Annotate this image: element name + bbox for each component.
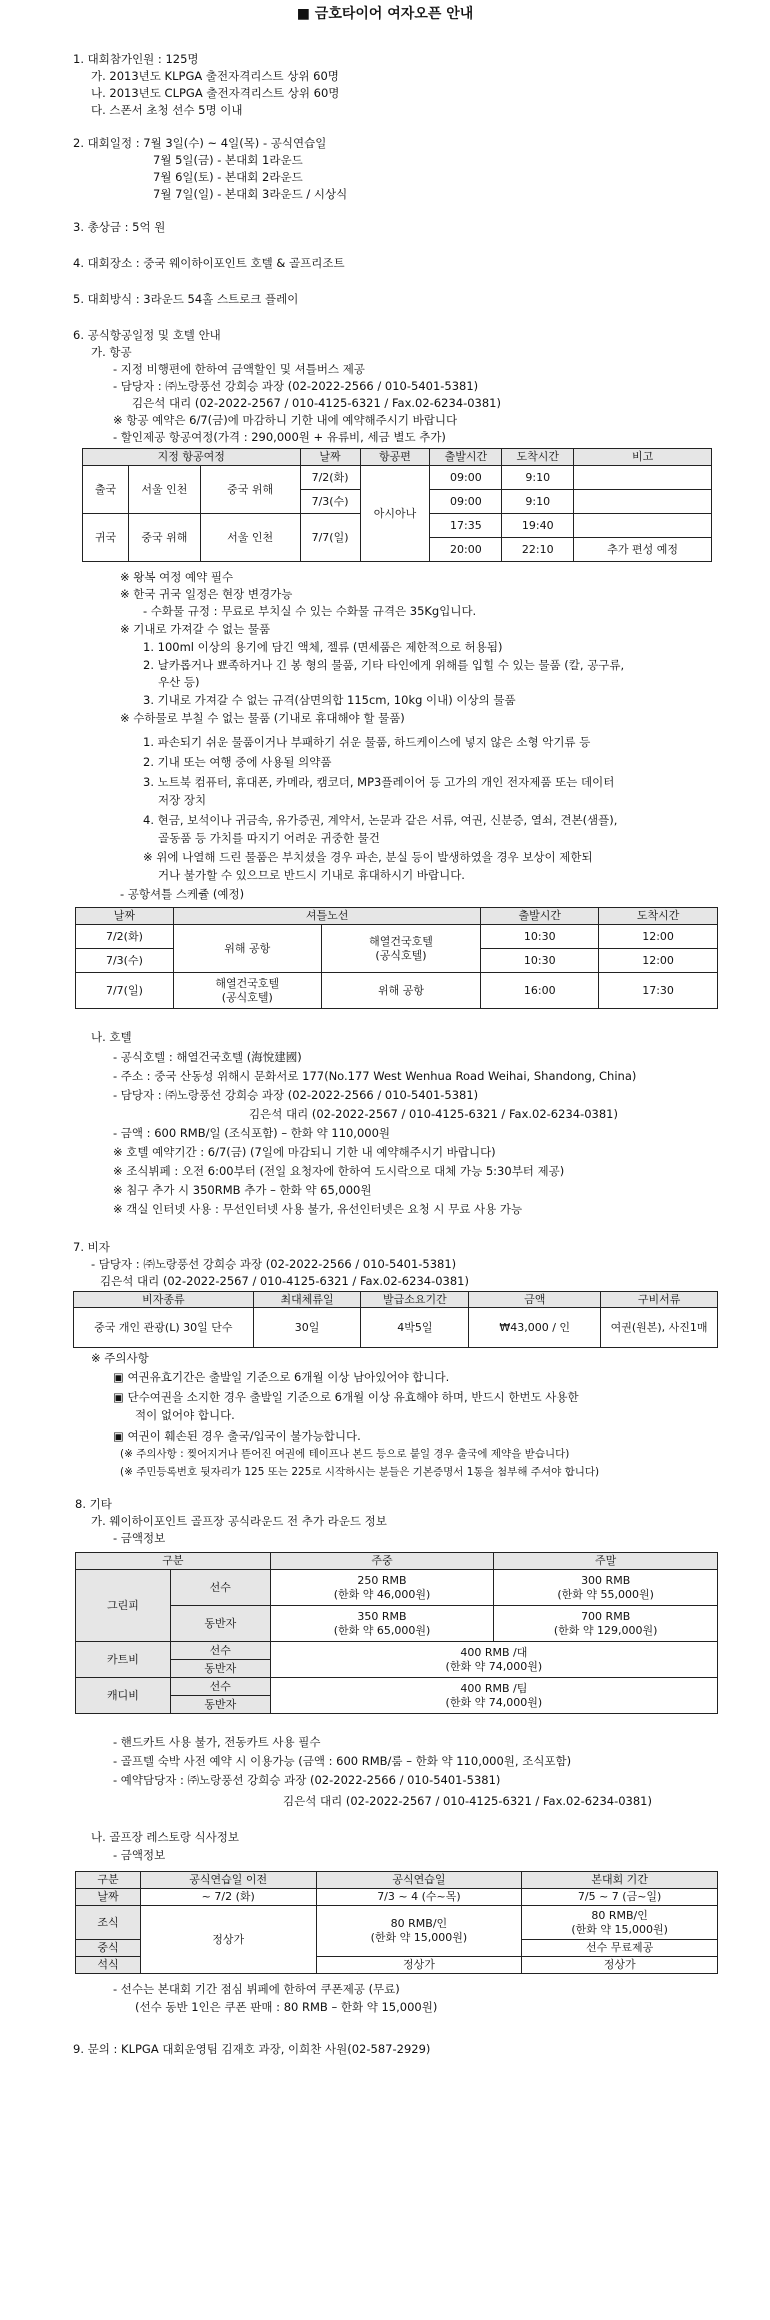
schedule-item: 7월 6일(토) - 본대회 2라운드 — [153, 170, 303, 184]
price: 80 RMB/인 — [390, 1917, 448, 1931]
cell: 중국 개인 관광(L) 30일 단수 — [74, 1308, 254, 1348]
row-label: 조식 — [76, 1906, 141, 1940]
price-krw: (한화 약 55,000원) — [557, 1587, 654, 1601]
cell: ~ 7/2 (화) — [140, 1889, 316, 1906]
cell: 30일 — [253, 1308, 361, 1348]
page-title: ■ 금호타이어 여자오픈 안내 — [296, 6, 474, 22]
cell: 7/2(화) — [300, 466, 360, 490]
cell: 아시아나 — [360, 466, 430, 562]
cell: ₩43,000 / 인 — [469, 1308, 601, 1348]
section-8-heading: 8. 기타 — [75, 1497, 112, 1511]
col-header: 도착시간 — [502, 449, 574, 466]
air-note: - 공항셔틀 스케쥴 (예정) — [120, 887, 245, 901]
col-header: 항공편 — [360, 449, 430, 466]
cell: 17:35 — [430, 514, 502, 538]
cell — [270, 1606, 494, 1642]
cell — [270, 1570, 494, 1606]
section-1-item: 나. 2013년도 CLPGA 출전자격리스트 상위 60명 — [91, 86, 340, 100]
row-label: 선수 — [170, 1678, 270, 1696]
price-krw: (한화 약 74,000원) — [445, 1695, 543, 1709]
col-header: 구분 — [76, 1553, 271, 1570]
price-krw: (한화 약 15,000원) — [571, 1922, 668, 1936]
hotel-sub: (공식호텔) — [375, 948, 427, 962]
cell: 추가 편성 예정 — [574, 538, 712, 562]
cell: 중국 위해 — [128, 514, 200, 562]
row-label: 중식 — [76, 1940, 141, 1957]
visa-line: - 담당자 : ㈜노랑풍선 강희승 과장 (02-2022-2566 / 010-5401-5381) — [91, 1257, 457, 1271]
cell: 9:10 — [502, 466, 574, 490]
section-3-prize: 3. 총상금 : 5억 원 — [73, 220, 166, 234]
cell: 09:00 — [430, 490, 502, 514]
golf-line: - 예약담당자 : ㈜노랑풍선 강희승 과장 (02-2022-2566 / 010-5401-5381) — [113, 1773, 501, 1787]
schedule-item: 7월 7일(일) - 본대회 3라운드 / 시상식 — [153, 187, 348, 201]
col-header: 최대체류일 — [253, 1292, 361, 1308]
flight-table — [82, 448, 712, 562]
cell: 7/7(일) — [300, 514, 360, 562]
cell — [494, 1570, 718, 1606]
section-2-heading: 2. 대회일정 : 7월 3일(수) ~ 4일(목) - 공식연습일 — [73, 136, 327, 150]
section-7-heading: 7. 비자 — [73, 1240, 110, 1254]
cell: 위해 공항 — [173, 925, 321, 973]
air-note: 1. 파손되기 쉬운 물품이거나 부패하기 쉬운 물품, 하드케이스에 넣지 않은 소형 악기류 등 — [143, 735, 591, 749]
col-header: 도착시간 — [599, 908, 718, 925]
cell: 17:30 — [599, 973, 718, 1009]
golf-line: - 골프텔 숙박 사전 예약 시 이용가능 (금액 : 600 RMB/룸 – 한화 약 110,000원, 조식포함) — [113, 1754, 572, 1768]
cell — [321, 925, 481, 973]
price: 300 RMB — [581, 1573, 631, 1587]
col-header: 공식연습일 이전 — [140, 1872, 316, 1889]
cell: 12:00 — [599, 949, 718, 973]
cell — [574, 514, 712, 538]
golf-subheading: 가. 웨이하이포인트 골프장 공식라운드 전 추가 라운드 정보 — [91, 1514, 387, 1528]
meal-price-label: - 금액정보 — [113, 1848, 166, 1862]
cell: 정상가 — [316, 1957, 522, 1974]
col-header: 출발시간 — [430, 449, 502, 466]
air-note: 저장 장치 — [158, 793, 207, 807]
price: 400 RMB /팀 — [460, 1681, 528, 1695]
air-note: 4. 현금, 보석이나 귀금속, 유가증권, 계약서, 논문과 같은 서류, 여권, 신분증, 열쇠, 견본(샘플), — [143, 813, 618, 827]
meal-line: - 선수는 본대회 기간 점심 뷔페에 한하여 쿠폰제공 (무료) — [113, 1982, 400, 1996]
air-note: ※ 기내로 가져갈 수 없는 물품 — [120, 622, 271, 636]
cell: 19:40 — [502, 514, 574, 538]
col-header: 비자종류 — [74, 1292, 254, 1308]
cell: 22:10 — [502, 538, 574, 562]
cell: 9:10 — [502, 490, 574, 514]
row-label: 캐디비 — [76, 1678, 171, 1714]
hotel-line: - 담당자 : ㈜노랑풍선 강희승 과장 (02-2022-2566 / 010-5401-5381) — [113, 1088, 479, 1102]
section-1-item: 다. 스폰서 초청 선수 5명 이내 — [91, 103, 243, 117]
cell — [574, 466, 712, 490]
air-line: - 지정 비행편에 한하여 금액할인 및 셔틀버스 제공 — [113, 362, 365, 376]
col-header: 주중 — [270, 1553, 494, 1570]
meal-subheading: 나. 골프장 레스토랑 식사정보 — [91, 1830, 239, 1844]
air-line: - 할인제공 항공여정(가격 : 290,000원 + 유류비, 세금 별도 추가) — [113, 430, 446, 444]
cell: 4박5일 — [361, 1308, 469, 1348]
row-label: 카트비 — [76, 1642, 171, 1678]
section-9-contact: 9. 문의 : KLPGA 대회운영팀 김재호 과장, 이희찬 사원(02-587-2929) — [73, 2042, 431, 2056]
visa-line: 김은석 대리 (02-2022-2567 / 010-4125-6321 / Fax.02-6234-0381) — [100, 1274, 469, 1288]
row-label: 석식 — [76, 1957, 141, 1974]
col-header: 날짜 — [300, 449, 360, 466]
hotel-line: ※ 호텔 예약기간 : 6/7(금) (7일에 마감되니 기한 내 예약해주시기 바랍니다) — [113, 1145, 496, 1159]
air-note: 3. 노트북 컴퓨터, 휴대폰, 카메라, 캠코더, MP3플레이어 등 고가의 개인 전자제품 또는 데이터 — [143, 775, 615, 789]
cell: 16:00 — [481, 973, 599, 1009]
hotel-line: 김은석 대리 (02-2022-2567 / 010-4125-6321 / Fax.02-6234-0381) — [249, 1107, 618, 1121]
visa-note: (※ 주의사항 : 찢어지거나 뜯어진 여권에 테이프나 본드 등으로 붙일 경우 출국에 제약을 받습니다) — [120, 1448, 570, 1460]
cell: 서울 인천 — [200, 514, 300, 562]
golf-line: 김은석 대리 (02-2022-2567 / 010-4125-6321 / Fax.02-6234-0381) — [283, 1794, 652, 1808]
section-4-venue: 4. 대회장소 : 중국 웨이하이포인트 호텔 & 골프리조트 — [73, 256, 345, 270]
price: 80 RMB/인 — [591, 1908, 648, 1922]
cell: 12:00 — [599, 925, 718, 949]
price-krw: (한화 약 15,000원) — [370, 1931, 468, 1944]
cell: 7/3 ~ 4 (수~목) — [316, 1889, 522, 1906]
cell: 7/3(수) — [76, 949, 174, 973]
hotel-line: - 금액 : 600 RMB/일 (조식포함) – 한화 약 110,000원 — [113, 1126, 391, 1140]
hotel-line: ※ 조식뷔페 : 오전 6:00부터 (전일 요청자에 한하여 도시락으로 대체 가능 5:30부터 제공) — [113, 1164, 565, 1178]
golf-line: - 핸드카트 사용 불가, 전동카트 사용 필수 — [113, 1735, 321, 1749]
cell: 7/3(수) — [300, 490, 360, 514]
air-note: 우산 등) — [158, 675, 200, 689]
cell: 위해 공항 — [321, 973, 481, 1009]
cell: 서울 인천 — [128, 466, 200, 514]
cell: 7/5 ~ 7 (금~일) — [522, 1889, 718, 1906]
cell: 09:00 — [430, 466, 502, 490]
cell: 선수 무료제공 — [522, 1940, 718, 1957]
cell: 20:00 — [430, 538, 502, 562]
price-krw: (한화 약 129,000원) — [553, 1623, 658, 1637]
visa-table — [73, 1291, 718, 1348]
air-note: 1. 100ml 이상의 용기에 담긴 액체, 젤류 (면세품은 제한적으로 허용됨) — [143, 640, 503, 654]
cell: 중국 위해 — [200, 466, 300, 514]
cell — [316, 1906, 522, 1957]
section-6-heading: 6. 공식항공일정 및 호텔 안내 — [73, 328, 221, 342]
row-label: 동반자 — [170, 1696, 270, 1714]
price-krw: (한화 약 74,000원) — [445, 1659, 543, 1673]
cell: 10:30 — [481, 925, 599, 949]
col-header: 지정 항공여정 — [83, 449, 301, 466]
col-header: 주말 — [494, 1553, 718, 1570]
price: 250 RMB — [357, 1573, 407, 1587]
row-label: 그린피 — [76, 1570, 171, 1642]
cell — [173, 973, 321, 1009]
air-note: - 수화물 규정 : 무료로 부치실 수 있는 수화물 규격은 35Kg입니다. — [143, 604, 477, 618]
air-note: 2. 날카롭거나 뾰족하거나 긴 봉 형의 물품, 기타 타인에게 위해를 입힐 수 있는 물품 (칼, 공구류, — [143, 658, 625, 672]
shuttle-table — [75, 907, 718, 1009]
air-line: 김은석 대리 (02-2022-2567 / 010-4125-6321 / Fax.02-6234-0381) — [132, 396, 501, 410]
hotel-line: - 공식호텔 : 해열건국호텔 (海悅建國) — [113, 1050, 302, 1064]
visa-note: ▣ 여권유효기간은 출발일 기준으로 6개월 이상 남아있어야 합니다. — [113, 1370, 450, 1384]
hotel-subheading: 나. 호텔 — [91, 1030, 132, 1044]
hotel-line: ※ 객실 인터넷 사용 : 무선인터넷 사용 불가, 유선인터넷은 요청 시 무료 사용 가능 — [113, 1202, 523, 1216]
visa-note: ▣ 단수여권을 소지한 경우 출발일 기준으로 6개월 이상 유효해야 하며, 반드시 한번도 사용한 — [113, 1390, 579, 1404]
price: 700 RMB — [581, 1609, 631, 1623]
air-note: ※ 왕복 여정 예약 필수 — [120, 570, 234, 584]
row-label: 선수 — [170, 1570, 270, 1606]
schedule-item: 7월 5일(금) - 본대회 1라운드 — [153, 153, 303, 167]
row-label: 선수 — [170, 1642, 270, 1660]
cell — [522, 1906, 718, 1940]
hotel-name: 해열건국호텔 — [369, 934, 433, 948]
section-1-item: 가. 2013년도 KLPGA 출전자격리스트 상위 60명 — [91, 69, 339, 83]
cell: 정상가 — [140, 1906, 316, 1974]
col-header: 날짜 — [76, 908, 174, 925]
hotel-name: 해열건국호텔 — [215, 976, 280, 990]
cell: 10:30 — [481, 949, 599, 973]
air-note: ※ 수하물로 부칠 수 없는 물품 (기내로 휴대해야 할 물품) — [120, 711, 405, 725]
hotel-line: - 주소 : 중국 산동성 위해시 문화서로 177(No.177 West Wenhua Road Weihai, Shandong, China) — [113, 1069, 637, 1083]
col-header: 구비서류 — [601, 1292, 718, 1308]
air-note: 거나 불가할 수 있으므로 반드시 기내로 휴대하시기 바랍니다. — [158, 868, 465, 882]
row-label: 동반자 — [170, 1660, 270, 1678]
section-1-heading: 1. 대회참가인원 : 125명 — [73, 52, 199, 66]
cell: 출국 — [83, 466, 129, 514]
air-subheading: 가. 항공 — [91, 345, 132, 359]
price-krw: (한화 약 65,000원) — [333, 1623, 431, 1637]
air-note: ※ 한국 귀국 일정은 현장 변경가능 — [120, 587, 293, 601]
visa-note: ▣ 여권이 훼손된 경우 출국/입국이 불가능합니다. — [113, 1429, 361, 1443]
col-header: 금액 — [469, 1292, 601, 1308]
col-header: 셔틀노선 — [173, 908, 480, 925]
greenfee-table — [75, 1552, 718, 1714]
row-label: 동반자 — [170, 1606, 270, 1642]
cell — [494, 1606, 718, 1642]
col-header: 비고 — [574, 449, 712, 466]
visa-note: (※ 주민등록번호 뒷자리가 125 또는 225로 시작하시는 분들은 기본증명서 1통을 첨부해 주셔야 합니다) — [120, 1466, 600, 1478]
cell: 귀국 — [83, 514, 129, 562]
col-header: 출발시간 — [481, 908, 599, 925]
hotel-sub: (공식호텔) — [221, 990, 273, 1004]
col-header: 발급소요기간 — [361, 1292, 469, 1308]
col-header: 본대회 기간 — [522, 1872, 718, 1889]
cell: 여권(원본), 사진1매 — [601, 1308, 718, 1348]
air-note: 골동품 등 가치를 따지기 어려운 귀중한 물건 — [158, 831, 380, 845]
meal-table — [75, 1871, 718, 1974]
price: 350 RMB — [357, 1609, 407, 1623]
price-krw: (한화 약 46,000원) — [333, 1587, 431, 1601]
price: 400 RMB /대 — [460, 1645, 528, 1659]
row-label: 날짜 — [76, 1889, 141, 1906]
air-line: - 담당자 : ㈜노랑풍선 강희승 과장 (02-2022-2566 / 010-5401-5381) — [113, 379, 479, 393]
air-note: 2. 기내 또는 여행 중에 사용될 의약품 — [143, 755, 332, 769]
meal-line: (선수 동반 1인은 쿠폰 판매 : 80 RMB – 한화 약 15,000원) — [135, 2000, 438, 2014]
cell: 7/2(화) — [76, 925, 174, 949]
air-line: ※ 항공 예약은 6/7(금)에 마감하니 기한 내에 예약해주시기 바랍니다 — [113, 413, 458, 427]
cell: 정상가 — [522, 1957, 718, 1974]
visa-note: ※ 주의사항 — [91, 1351, 149, 1365]
col-header: 공식연습일 — [316, 1872, 522, 1889]
cell: 7/7(일) — [76, 973, 174, 1009]
cell — [270, 1642, 717, 1678]
visa-note: 적이 없어야 합니다. — [135, 1408, 235, 1422]
golf-price-label: - 금액정보 — [113, 1531, 166, 1545]
air-note: 3. 기내로 가져갈 수 없는 규격(삼면의합 115cm, 10kg 이내) 이상의 물품 — [143, 693, 516, 707]
hotel-line: ※ 침구 추가 시 350RMB 추가 – 한화 약 65,000원 — [113, 1183, 372, 1197]
section-5-format: 5. 대회방식 : 3라운드 54홀 스트로크 플레이 — [73, 292, 299, 306]
cell — [270, 1678, 717, 1714]
air-note: ※ 위에 나열해 드린 물품은 부치셨을 경우 파손, 분실 등이 발생하였을 경우 보상이 제한되 — [143, 850, 593, 864]
col-header: 구분 — [76, 1872, 141, 1889]
cell — [574, 490, 712, 514]
